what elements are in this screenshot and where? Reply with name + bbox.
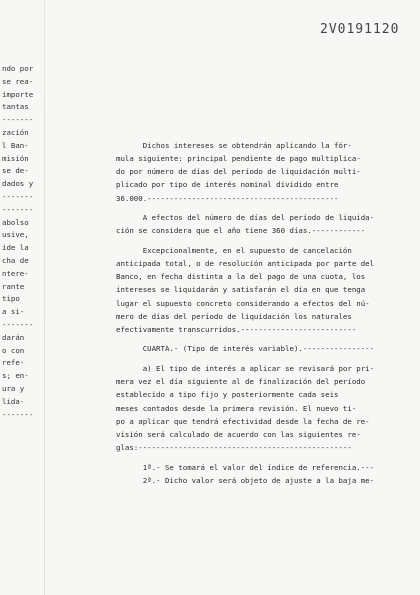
text-line: intereses se liquidarán y satisfarán el día en que tenga [116,285,366,295]
document-number: 2V0191120 [320,22,400,37]
text-line: CUARTA.- (Tipo de interés variable).---------------- [116,344,375,354]
left-margin-fragment [2,63,44,421]
text-line: A efectos del número de días del período de liquida- [116,213,375,223]
margin-line: tipo [2,294,20,304]
margin-line: rante [2,281,25,291]
paragraph [116,342,408,355]
text-line: mero de días del período de liquidación los naturales [116,311,352,321]
page-fold-line [44,0,45,595]
margin-line: usive, [2,230,29,240]
margin-line: se rea- [2,76,34,86]
text-line: po a aplicar que tendrá efectividad desde la fecha de re- [116,416,370,426]
text-line: glas:------------------------------------------------ [116,442,352,452]
text-line: Excepcionalmente, en el supuesto de cancelación [116,245,352,255]
text-line: Dichos intereses se obtendrán aplicando la fór- [116,141,352,150]
text-line: a) El tipo de interés a aplicar se revisará por pri- [116,364,375,374]
document-body [116,139,408,487]
margin-line: ntere- [2,268,29,278]
paragraph [116,244,408,336]
text-line: 2ª.- Dicho valor será objeto de ajuste a la baja me- [116,475,375,485]
margin-line: ura y [2,383,25,393]
margin-line: ide la [2,243,29,253]
margin-line: lida- [2,396,25,406]
paragraph [116,362,408,454]
paragraph [116,211,408,237]
text-line: establecido a tipo fijo y posteriormente cada seis [116,390,339,400]
margin-line: ------- [2,191,34,201]
text-line: efectivamente transcurridos.-------------------------- [116,324,357,334]
margin-line: ndo por [2,64,34,73]
margin-line: l Ban- [2,140,29,150]
text-line: meses contados desde la primera revisión. El nuevo ti- [116,403,357,413]
text-line: 1ª.- Se tomará el valor del índice de referencia.--- [116,462,375,472]
text-line: visión será calculado de acuerdo con las siguientes re- [116,429,361,439]
margin-line: ------- [2,319,34,329]
margin-line: abolso [2,217,29,227]
text-line: lugar el supuesto concreto considerando a efectos del nú- [116,298,370,308]
margin-line: cha de [2,255,29,265]
margin-line: o con [2,345,25,355]
text-line: mera vez el día siguiente al de finalización del período [116,377,366,387]
paragraph [116,461,408,487]
text-line: do por número de días del período de liquidación multi- [116,167,361,177]
text-line: 36.000.------------------------------------------- [116,193,339,203]
margin-line: darán [2,332,25,342]
margin-line: s; en- [2,371,29,381]
text-line: mula siguiente: principal pendiente de pago multiplica- [116,154,361,164]
margin-line: zación [2,127,29,137]
margin-line: ------- [2,204,34,214]
margin-line: importe [2,89,34,99]
paragraph [116,139,408,205]
text-line: plicado por tipo de interés nominal dividido entre [116,180,339,190]
margin-line: misión [2,153,29,163]
margin-line: se de- [2,166,29,176]
margin-line: ------- [2,409,34,419]
margin-line: a si- [2,307,25,317]
margin-line: refe- [2,358,25,368]
text-line: ción se considera que el año tiene 360 días.------------ [116,226,366,236]
text-line: Banco, en fecha distinta a la del pago de una cuota, los [116,272,366,282]
margin-line: tantas [2,102,29,112]
margin-line: dados y [2,179,34,189]
margin-line: ------- [2,115,34,125]
text-line: anticipada total, o de resolución anticipada por parte del [116,259,375,269]
